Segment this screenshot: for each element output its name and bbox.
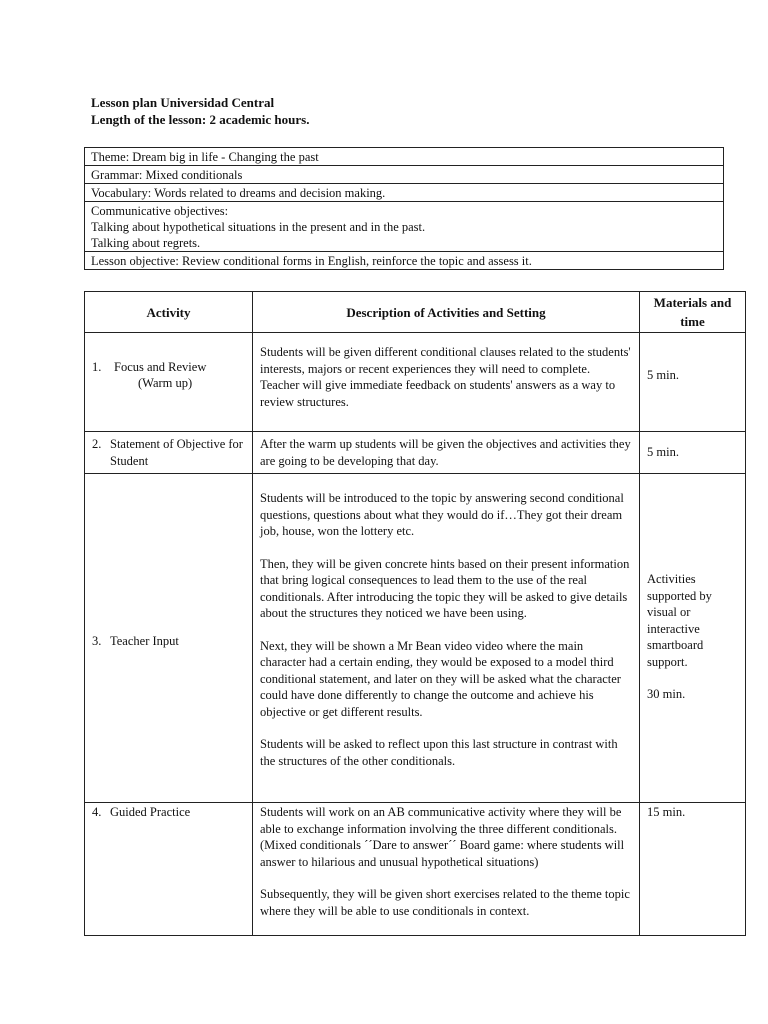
theme-cell: Theme: Dream big in life - Changing the past bbox=[85, 148, 724, 166]
materials-text: 5 min. bbox=[647, 367, 679, 382]
activity-cell bbox=[85, 803, 253, 936]
table-row bbox=[85, 333, 746, 432]
materials-cell bbox=[640, 333, 746, 432]
materials-time: 30 min. bbox=[647, 687, 686, 702]
lesson-length: Length of the lesson: 2 academic hours. bbox=[91, 112, 310, 127]
materials-cell bbox=[640, 432, 746, 474]
activity-name: Teacher Input bbox=[110, 633, 179, 648]
lesson-info-table bbox=[84, 147, 724, 270]
communicative-objective-1: Talking about hypothetical situations in the present and in the past. bbox=[91, 220, 426, 234]
header-activity: Activity bbox=[85, 292, 253, 333]
description-paragraph: Then, they will be given concrete hints based on their present information that bring logical consequences to lead them to the use of the real conditionals. After introducing the topic they will be asked to give details about the structures they noticed we have been using. bbox=[260, 556, 630, 620]
description-paragraph: Students will work on an AB communicative activity where they will be able to exchange information involving the three different conditionals. (Mixed conditionals ´´Dare to answer´´ Board game: where students will answer to hilarious and unusual hypothetical situations) bbox=[260, 805, 625, 869]
lesson-objective-row bbox=[85, 252, 724, 270]
communicative-title: Communicative objectives: bbox=[91, 204, 229, 218]
activity-name: Focus and Review bbox=[114, 359, 207, 374]
description-paragraph: Students will be asked to reflect upon this last structure in contrast with the structures of the other conditionals. bbox=[260, 737, 618, 768]
vocabulary-row bbox=[85, 184, 724, 202]
activity-cell bbox=[85, 474, 253, 803]
materials-cell bbox=[640, 474, 746, 803]
lesson-plan-title: Lesson plan Universidad Central bbox=[91, 95, 275, 110]
description-cell bbox=[253, 333, 640, 432]
table-row bbox=[85, 474, 746, 803]
table-row bbox=[85, 803, 746, 936]
header-materials: Materials and time bbox=[640, 292, 746, 333]
materials-text: 5 min. bbox=[647, 445, 679, 459]
activity-cell bbox=[85, 333, 253, 432]
lesson-objective-cell: Lesson objective: Review conditional forms in English, reinforce the topic and assess it. bbox=[85, 252, 724, 270]
description-paragraph: Students will be given different conditional clauses related to the students' interests, majors or recent experiences they will need to complete. Teacher will give immediate feedback on students' answers as a way to review structures. bbox=[260, 345, 631, 409]
materials-cell bbox=[640, 803, 746, 936]
description-paragraph: Students will be introduced to the topic by answering second conditional questions, questions about what they would do if…They got their dream job, house, won the lottery etc. bbox=[260, 491, 624, 538]
activity-number: 3. bbox=[92, 633, 102, 648]
description-paragraph: Subsequently, they will be given short exercises related to the theme topic where they will be able to use conditionals in context. bbox=[260, 887, 630, 918]
description-cell bbox=[253, 474, 640, 803]
communicative-objective-2: Talking about regrets. bbox=[91, 236, 201, 250]
grammar-cell: Grammar: Mixed conditionals bbox=[85, 166, 724, 184]
communicative-cell bbox=[85, 202, 724, 252]
description-cell bbox=[253, 432, 640, 474]
description-paragraph: After the warm up students will be given the objectives and activities they are going to be developing that day. bbox=[260, 437, 631, 468]
vocabulary-cell: Vocabulary: Words related to dreams and decision making. bbox=[85, 184, 724, 202]
activities-table bbox=[84, 291, 746, 936]
activity-number: 1. bbox=[92, 359, 102, 374]
table-header-row bbox=[85, 292, 746, 333]
materials-text: Activities supported by visual or interactive smartboard support. bbox=[647, 572, 712, 669]
description-paragraph: Next, they will be shown a Mr Bean video video where the main character had a certain ending, they would be exposed to a model third conditional statement, and later on they will be asked what the character could have done differently to change the outcome and achieve his objective or get different results. bbox=[260, 638, 621, 719]
activity-name: Statement of Objective for Student bbox=[110, 437, 243, 468]
activity-name-sub: (Warm up) bbox=[138, 376, 193, 390]
activity-number: 4. bbox=[92, 805, 102, 819]
activity-number: 2. bbox=[92, 437, 102, 451]
activity-cell bbox=[85, 432, 253, 474]
activity-name: Guided Practice bbox=[110, 805, 191, 819]
description-cell bbox=[253, 803, 640, 936]
grammar-row bbox=[85, 166, 724, 184]
communicative-row bbox=[85, 202, 724, 252]
theme-row bbox=[85, 148, 724, 166]
table-row bbox=[85, 432, 746, 474]
materials-text: 15 min. bbox=[647, 805, 686, 819]
document-header bbox=[91, 94, 309, 128]
header-description: Description of Activities and Setting bbox=[253, 292, 640, 333]
